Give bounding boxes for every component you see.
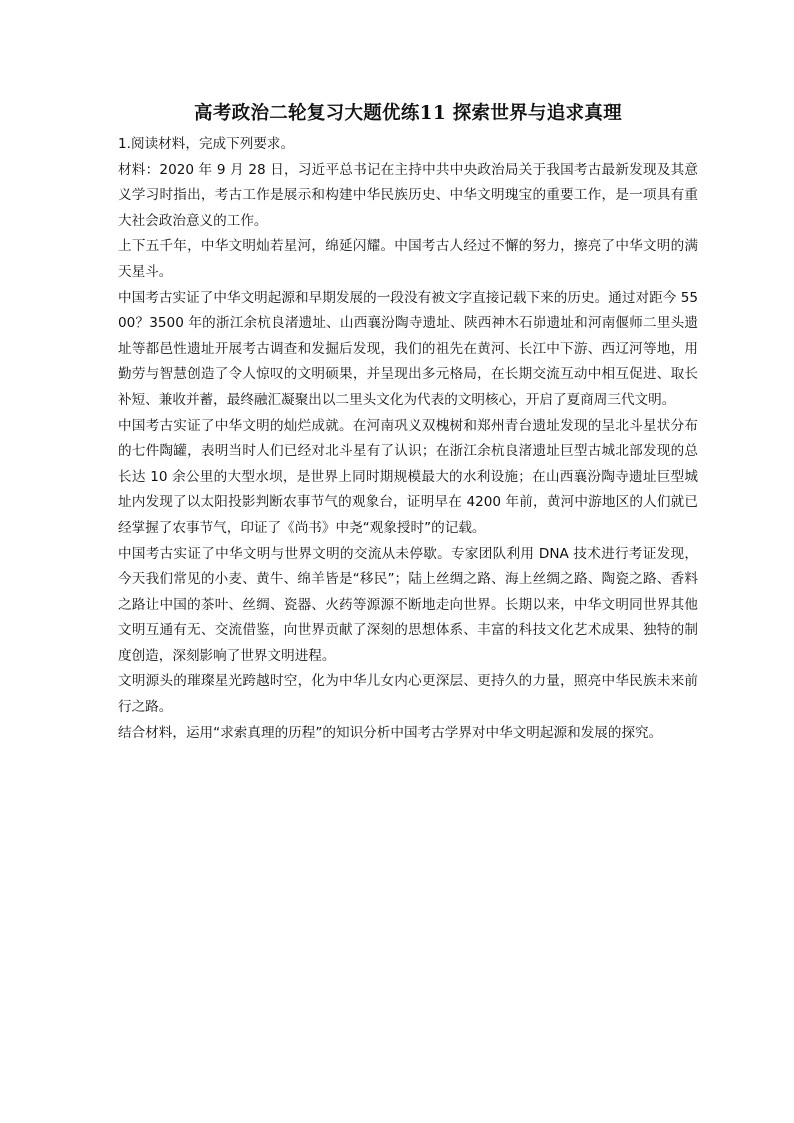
material-paragraph: 中国考古实证了中华文明的灿烂成就。在河南巩义双槐树和郑州青台遗址发现的呈北斗星状分布的七件陶罐，表明当时人们已经对北斗星有了认识；在浙江余杭良渚遗址巨型古城北部发现的总长达 10 余公里的大型水坝，是世界上同时期规模最大的水利设施；在山西襄汾陶寺遗址巨型城址内发现了以太阳投影判断农事节气的观象台，证明早在 4200 年前，黄河中游地区的人们就已经掌握了农事节气，印证了《尚书》中尧“观象授时”的记载。 [118,417,698,536]
material-paragraph: 中国考古实证了中华文明起源和早期发展的一段没有被文字直接记载下来的历史。通过对距今 5500？3500 年的浙江余杭良渚遗址、山西襄汾陶寺遗址、陕西神木石峁遗址和河南偃师二里头遗址等都邑性遗址开展考古调查和发掘后发现，我们的祖先在黄河、长江中下游、西辽河等地，用勤劳与智慧创造了令人惊叹的文明硕果，并呈现出多元格局，在长期交流互动中相互促进、取长补短、兼收并蓄，最终融汇凝聚出以二里头文化为代表的文明核心，开启了夏商周三代文明。 [118,289,698,408]
material-paragraph: 上下五千年，中华文明灿若星河，绵延闪耀。中国考古人经过不懈的努力，擦亮了中华文明的满天星斗。 [118,238,698,280]
material-paragraph: 中国考古实证了中华文明与世界文明的交流从未停歇。专家团队利用 DNA 技术进行考证发现，今天我们常见的小麦、黄牛、绵羊皆是“移民”；陆上丝绸之路、海上丝绸之路、陶瓷之路、香料之路让中国的茶叶、丝绸、瓷器、火药等源源不断地走向世界。长期以来，中华文明同世界其他文明互通有无、交流借鉴，向世界贡献了深刻的思想体系、丰富的科技文化艺术成果、独特的制度创造，深刻影响了世界文明进程。 [118,545,698,664]
document-page [118,100,698,746]
document-title: 高考政治二轮复习大题优练11 探索世界与追求真理 [194,103,622,124]
question-prompt: 结合材料，运用“求索真理的历程”的知识分析中国考古学界对中华文明起源和发展的探究。 [118,724,663,741]
question-intro: 1.阅读材料，完成下列要求。 [118,136,295,152]
material-paragraph: 材料：2020 年 9 月 28 日，习近平总书记在主持中共中央政治局关于我国考古最新发现及其意义学习时指出，考古工作是展示和构建中华民族历史、中华文明瑰宝的重要工作，是一项具有重大社会政治意义的工作。 [118,161,698,229]
material-paragraph: 文明源头的璀璨星光跨越时空，化为中华儿女内心更深层、更持久的力量，照亮中华民族未来前行之路。 [118,673,698,716]
